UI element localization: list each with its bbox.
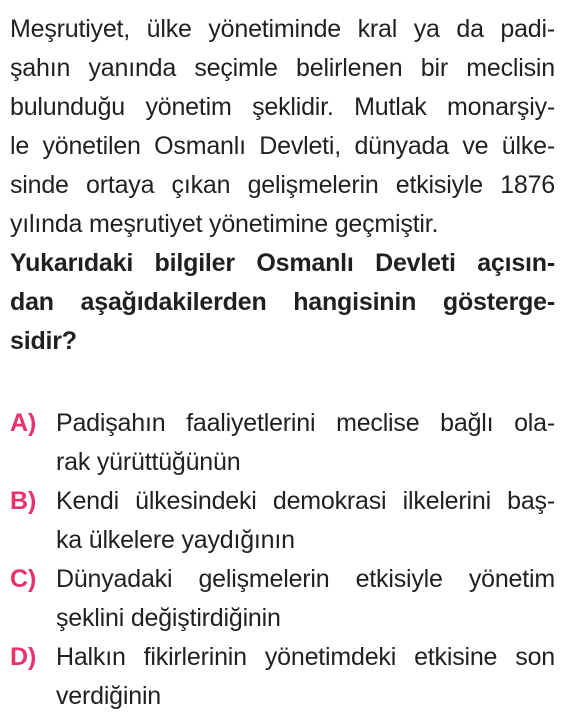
passage-line: le yönetilen Osmanlı Devleti, dünyada ve ülke- [10,132,555,160]
option-letter: C) [10,565,37,593]
passage-line: şahın yanında seçimle belirlenen bir meclisin [10,54,555,82]
option-a[interactable] [10,404,555,482]
question-prompt [10,244,555,361]
option-text: şeklini değiştirdiğinin [56,604,281,632]
option-letter: A) [10,409,37,437]
option-letter: B) [10,487,37,515]
question-block [10,10,555,361]
option-text: Dünyadaki gelişmelerin etkisiyle yönetim [56,565,555,593]
question-line: sidir? [10,327,77,355]
option-d[interactable] [10,638,555,716]
passage-line: sinde ortaya çıkan gelişmelerin etkisiyle 1876 [10,171,555,199]
option-b[interactable] [10,482,555,560]
option-c[interactable] [10,560,555,638]
passage [10,10,555,244]
answer-options [10,404,555,716]
passage-line: yılında meşrutiyet yönetimine geçmiştir. [10,210,439,238]
option-text: verdiğinin [56,682,162,710]
option-letter: D) [10,643,37,671]
option-text: rak yürüttüğünün [56,448,241,476]
option-text: Kendi ülkesindeki demokrasi ilkelerini baş- [56,487,555,515]
passage-line: bulunduğu yönetim şeklidir. Mutlak monarşiy- [10,93,555,121]
passage-line: Meşrutiyet, ülke yönetiminde kral ya da padi- [10,15,555,43]
option-text: ka ülkelere yaydığının [56,526,295,554]
question-line: dan aşağıdakilerden hangisinin gösterge- [10,288,555,316]
option-text: Halkın fikirlerinin yönetimdeki etkisine son [56,643,555,671]
question-line: Yukarıdaki bilgiler Osmanlı Devleti açısın- [10,249,555,277]
option-text: Padişahın faaliyetlerini meclise bağlı ola- [56,409,555,437]
